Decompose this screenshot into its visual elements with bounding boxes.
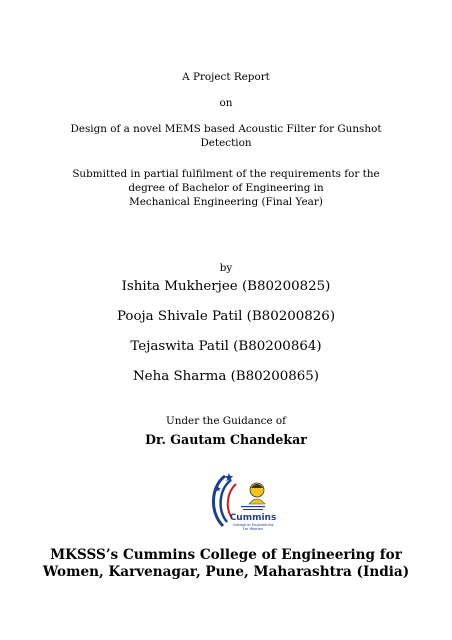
college-line1: MKSSS’s Cummins College of Engineering for: [50, 547, 402, 563]
logo-line1: College of Engineering: [232, 523, 274, 527]
guidance-label: Under the Guidance of: [165, 415, 287, 427]
college-emblem-icon: [205, 470, 283, 534]
report-on: on: [219, 97, 233, 109]
report-label: A Project Report: [182, 71, 270, 83]
report-title-line1: Design of a novel MEMS based Acoustic Filter for Gunshot: [70, 123, 382, 135]
by-label: by: [219, 262, 233, 274]
logo-line2: For Women: [242, 527, 264, 531]
author-3: Tejaswita Patil (B80200864): [130, 339, 322, 354]
submitted-line1: Submitted in partial fulfilment of the requirements for the: [72, 168, 380, 180]
report-title-line2: Detection: [200, 137, 252, 149]
guide-name: Dr. Gautam Chandekar: [145, 432, 307, 447]
author-4: Neha Sharma (B80200865): [132, 369, 320, 384]
submitted-line3: Mechanical Engineering (Final Year): [129, 196, 323, 208]
college-line2: Women, Karvenagar, Pune, Maharashtra (India): [42, 564, 410, 580]
logo-brand: Cummins: [229, 513, 277, 523]
submitted-line2: degree of Bachelor of Engineering in: [128, 182, 324, 194]
author-1: Ishita Mukherjee (B80200825): [121, 279, 331, 294]
author-2: Pooja Shivale Patil (B80200826): [116, 309, 336, 324]
